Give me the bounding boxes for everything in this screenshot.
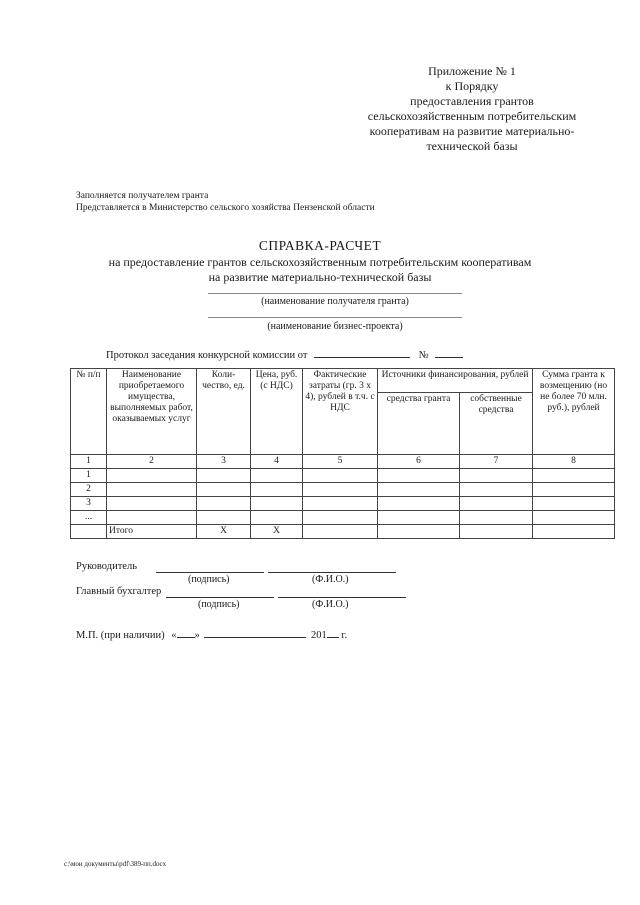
accountant-name-caption: (Ф.И.О.) <box>312 599 349 610</box>
appendix-heading <box>340 64 604 154</box>
protocol-number-field[interactable] <box>435 346 463 358</box>
header-grant-funds: средства гранта <box>378 393 460 455</box>
col-number: 3 <box>197 455 251 469</box>
table-cell[interactable] <box>303 469 378 483</box>
col-number: 2 <box>107 455 197 469</box>
table-cell[interactable] <box>378 483 460 497</box>
protocol-num-sign: № <box>418 350 429 361</box>
table-cell[interactable] <box>460 483 533 497</box>
date-close-quote: » <box>194 630 200 641</box>
accountant-signature-line[interactable] <box>166 597 274 598</box>
head-name-caption: (Ф.И.О.) <box>312 574 349 585</box>
file-path: c:\мои документы\pdf\389-пп.docx <box>64 860 167 868</box>
table-row <box>71 469 615 483</box>
protocol-date-field[interactable] <box>314 346 410 358</box>
col-number: 7 <box>460 455 533 469</box>
row-index: 2 <box>71 483 107 497</box>
table-cell[interactable] <box>107 497 197 511</box>
appendix-line: кооперативам на развитие материально- <box>369 124 575 138</box>
table-cell[interactable] <box>197 497 251 511</box>
table-cell[interactable] <box>460 511 533 525</box>
header-actual-costs: Фактические затраты (гр. 3 x 4), рублей в т.ч. с НДС <box>303 369 378 455</box>
table-cell[interactable] <box>251 483 303 497</box>
appendix-line: сельскохозяйственным потребительским <box>367 109 577 123</box>
accountant-sign-caption: (подпись) <box>198 599 240 610</box>
row-index: 1 <box>71 469 107 483</box>
project-name-line <box>208 317 462 318</box>
subtitle-line-2: на развитие материально-технической базы <box>208 270 432 284</box>
col-number: 1 <box>71 455 107 469</box>
appendix-line: к Порядку <box>445 79 499 93</box>
table-cell[interactable] <box>460 525 533 539</box>
table-cell[interactable] <box>378 469 460 483</box>
table-cell[interactable] <box>107 511 197 525</box>
table-cell[interactable] <box>251 511 303 525</box>
table-cell[interactable] <box>378 525 460 539</box>
table-cell[interactable] <box>197 469 251 483</box>
accountant-label: Главный бухгалтер <box>76 586 162 597</box>
table-cell[interactable] <box>197 483 251 497</box>
note-submitted-to: Представляется в Министерство сельского хозяйства Пензенской области <box>76 203 375 213</box>
table-cell[interactable] <box>378 497 460 511</box>
total-label: Итого <box>107 525 197 539</box>
table-cell[interactable] <box>533 483 615 497</box>
col-number: 5 <box>303 455 378 469</box>
recipient-name-line <box>208 293 462 294</box>
table-cell[interactable] <box>107 469 197 483</box>
accountant-name-line[interactable] <box>278 597 406 598</box>
date-year-field[interactable] <box>327 626 339 638</box>
date-line <box>76 626 347 641</box>
year-prefix: 201 <box>311 630 327 641</box>
header-qty: Коли-чество, ед. <box>197 369 251 455</box>
table-cell[interactable] <box>107 483 197 497</box>
head-label: Руководитель <box>76 561 137 572</box>
row-index: ... <box>71 511 107 525</box>
header-name: Наименование приобретаемого имущества, выполняемых работ, оказываемых услуг <box>107 369 197 455</box>
header-grant-sum: Сумма гранта к возмещению (но не более 70 млн. руб.), рублей <box>533 369 615 455</box>
calculation-table <box>70 368 615 539</box>
date-open-quote: « <box>171 630 177 641</box>
table-cell[interactable] <box>303 483 378 497</box>
table-cell <box>71 525 107 539</box>
table-cell[interactable] <box>303 497 378 511</box>
recipient-caption: (наименование получателя гранта) <box>261 296 409 307</box>
total-row <box>71 525 615 539</box>
table-cell[interactable] <box>460 469 533 483</box>
total-price-mark: X <box>251 525 303 539</box>
stamp-label: М.П. (при наличии) <box>76 630 165 641</box>
document-title: СПРАВКА-РАСЧЕТ <box>258 238 382 253</box>
col-number: 8 <box>533 455 615 469</box>
table-cell[interactable] <box>303 525 378 539</box>
appendix-line: Приложение № 1 <box>428 64 516 78</box>
project-caption: (наименование бизнес-проекта) <box>267 321 403 332</box>
head-signature-line[interactable] <box>156 572 264 573</box>
table-cell[interactable] <box>460 497 533 511</box>
total-qty-mark: X <box>197 525 251 539</box>
header-price: Цена, руб. (с НДС) <box>251 369 303 455</box>
header-num: № п/п <box>71 369 107 455</box>
row-index: 3 <box>71 497 107 511</box>
table-cell[interactable] <box>533 511 615 525</box>
document-subtitle <box>60 255 580 285</box>
table-cell[interactable] <box>533 497 615 511</box>
col-number: 6 <box>378 455 460 469</box>
header-funding-sources: Источники финансирования, рублей <box>378 369 533 393</box>
date-day-field[interactable] <box>177 626 195 638</box>
table-cell[interactable] <box>533 525 615 539</box>
head-name-line[interactable] <box>268 572 396 573</box>
table-cell[interactable] <box>378 511 460 525</box>
header-own-funds: собственные средства <box>460 393 533 455</box>
appendix-line: предоставления грантов <box>410 94 534 108</box>
table-cell[interactable] <box>197 511 251 525</box>
table-cell[interactable] <box>533 469 615 483</box>
table-cell[interactable] <box>251 469 303 483</box>
subtitle-line-1: на предоставление грантов сельскохозяйственным потребительским кооперативам <box>108 255 532 269</box>
protocol-line <box>106 346 463 361</box>
appendix-line: технической базы <box>426 139 518 153</box>
table-row <box>71 483 615 497</box>
table-cell[interactable] <box>251 497 303 511</box>
table-cell[interactable] <box>303 511 378 525</box>
note-filled-by: Заполняется получателем гранта <box>76 191 209 201</box>
table-row <box>71 497 615 511</box>
date-month-field[interactable] <box>204 626 306 638</box>
protocol-label: Протокол заседания конкурсной комиссии от <box>106 350 308 361</box>
head-sign-caption: (подпись) <box>188 574 230 585</box>
year-suffix: г. <box>341 630 348 641</box>
table-row <box>71 511 615 525</box>
col-number: 4 <box>251 455 303 469</box>
